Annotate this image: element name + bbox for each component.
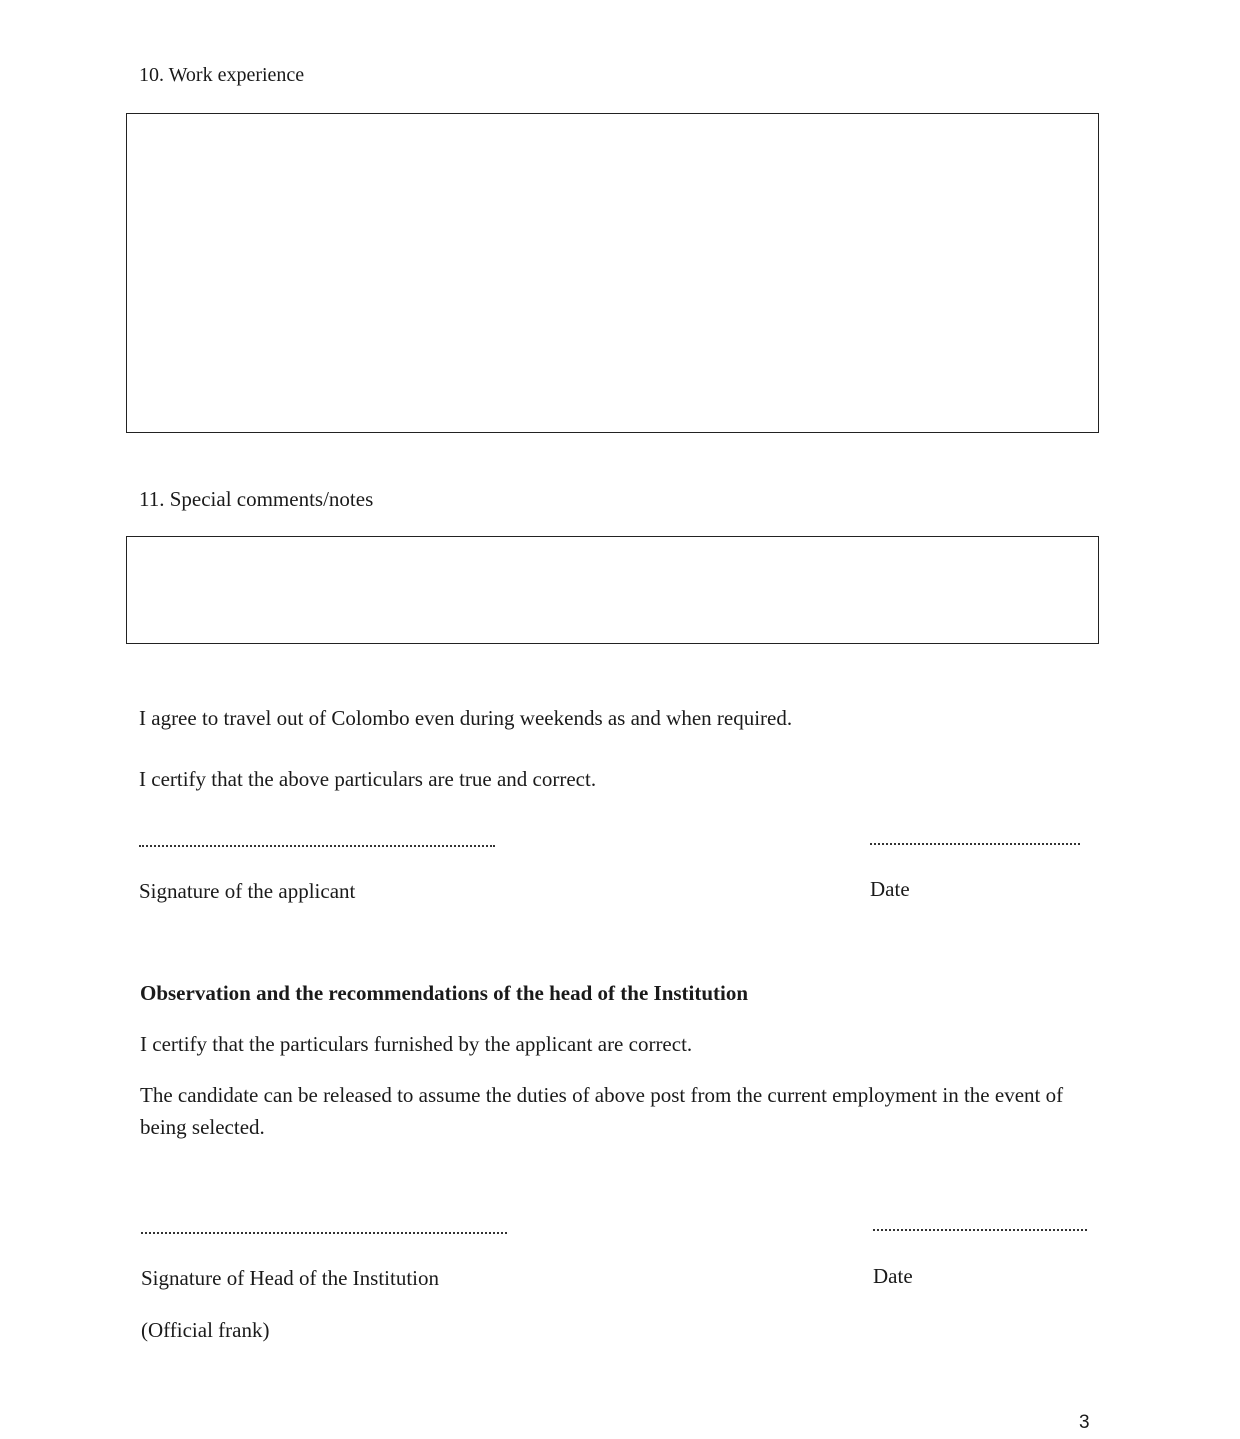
applicant-date-line[interactable] xyxy=(870,843,1080,847)
certify-declaration: I certify that the above particulars are true and correct. xyxy=(139,767,597,791)
special-comments-box[interactable] xyxy=(126,536,1099,644)
institution-section-heading: Observation and the recommendations of the head of the Institution xyxy=(140,981,749,1005)
applicant-date-label: Date xyxy=(870,877,910,901)
applicant-signature-label: Signature of the applicant xyxy=(139,879,356,903)
head-date-line[interactable] xyxy=(873,1229,1087,1233)
applicant-signature-line[interactable] xyxy=(139,845,495,849)
special-comments-label: 11. Special comments/notes xyxy=(139,487,374,511)
head-signature-line[interactable] xyxy=(141,1232,507,1236)
official-frank-label: (Official frank) xyxy=(141,1318,270,1342)
work-experience-label: 10. Work experience xyxy=(139,64,305,86)
page-number: 3 xyxy=(1079,1412,1090,1433)
head-date-label: Date xyxy=(873,1264,913,1288)
release-statement: The candidate can be released to assume the duties of above post from the current employment in the event of being selected. xyxy=(140,1083,1064,1139)
institution-certify-text: I certify that the particulars furnished by the applicant are correct. xyxy=(140,1032,693,1056)
head-signature-label: Signature of Head of the Institution xyxy=(141,1266,440,1290)
travel-declaration: I agree to travel out of Colombo even during weekends as and when required. xyxy=(139,706,793,730)
work-experience-box[interactable] xyxy=(126,113,1099,433)
